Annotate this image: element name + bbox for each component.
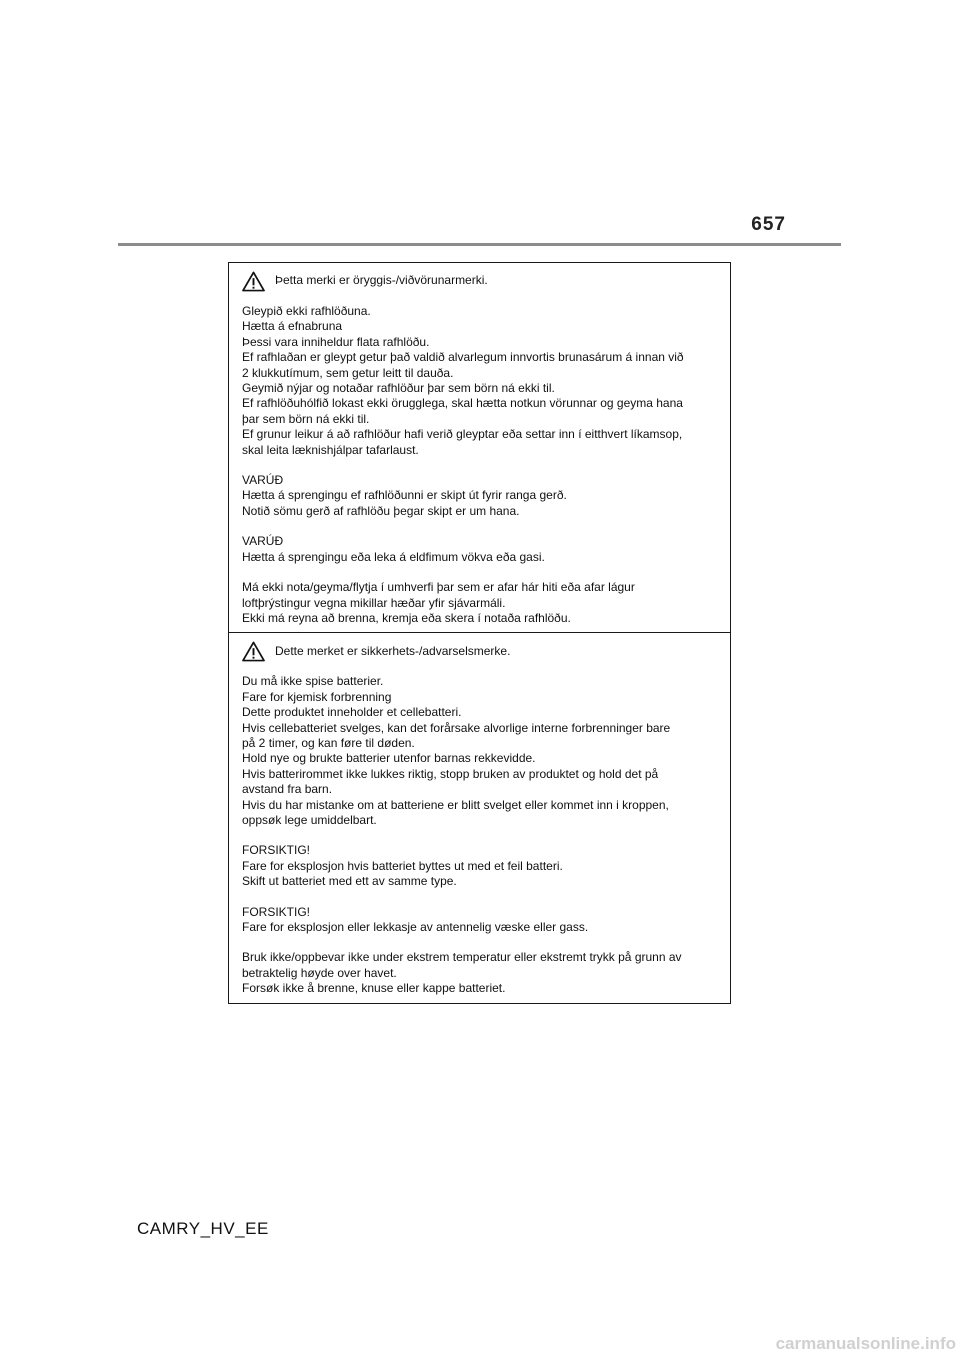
- notice-line: Þessi vara inniheldur flata rafhlöðu.: [242, 334, 430, 349]
- notice-line: Geymið nýjar og notaðar rafhlöður þar sem börn ná ekki til.: [242, 381, 555, 396]
- notice-line: Fare for kjemisk forbrenning: [242, 689, 392, 704]
- notice-line: Ef rafhlöðuhólfið lokast ekki örugglega, skal hætta notkun vörunnar og geyma hana: [242, 396, 683, 411]
- notice-line: Forsøk ikke å brenne, knuse eller kappe batteriet.: [242, 981, 506, 996]
- notice-line: Bruk ikke/oppbevar ikke under ekstrem temperatur eller ekstremt trykk på grunn av: [242, 950, 682, 965]
- notice-paragraph: [242, 674, 718, 828]
- watermark-text: carmanualsonline.info: [775, 1334, 956, 1353]
- notice-header: [242, 269, 718, 293]
- notice-line: Dette produktet inneholder et cellebatteri.: [242, 705, 462, 720]
- notice-paragraph: [242, 905, 718, 936]
- notice-line: Hvis batterirommet ikke lukkes riktig, stopp bruken av produktet og hold det på: [242, 766, 659, 781]
- notice-line: betraktelig høyde over havet.: [242, 965, 397, 980]
- notice-line: Hætta á sprengingu ef rafhlöðunni er skipt út fyrir ranga gerð.: [242, 488, 567, 503]
- warning-triangle-icon: [242, 271, 265, 292]
- notice-paragraph: [242, 304, 718, 458]
- notice-line: þar sem börn ná ekki til.: [242, 411, 370, 426]
- notice-paragraph: [242, 950, 718, 996]
- notice-header: [242, 639, 718, 663]
- notice-line: Hold nye og brukte batterier utenfor barnas rekkevidde.: [242, 751, 536, 766]
- notice-line: Skift ut batteriet med ett av samme type.: [242, 874, 457, 889]
- notice-line: oppsøk lege umiddelbart.: [242, 812, 377, 827]
- notice-line: VARÚÐ: [242, 473, 284, 488]
- notice-norwegian: [229, 632, 730, 1002]
- footer-model-code: CAMRY_HV_EE: [137, 1219, 269, 1238]
- notice-line: Hætta á sprengingu eða leka á eldfimum vökva eða gasi.: [242, 549, 545, 564]
- notice-paragraph: [242, 843, 718, 889]
- notice-line: Má ekki nota/geyma/flytja í umhverfi þar sem er afar hár hiti eða afar lágur: [242, 580, 635, 595]
- notice-line: på 2 timer, og kan føre til døden.: [242, 735, 415, 750]
- notice-line: Hvis du har mistanke om at batteriene er blitt svelget eller kommet inn i kroppen,: [242, 797, 669, 812]
- notice-line: Hvis cellebatteriet svelges, kan det forårsake alvorlige interne forbrenninger bare: [242, 720, 671, 735]
- notice-line: Gleypið ekki rafhlöðuna.: [242, 304, 371, 318]
- notice-header-text: Þetta merki er öryggis-/viðvörunarmerki.: [275, 273, 488, 288]
- notice-paragraph: [242, 580, 718, 626]
- notice-line: FORSIKTIG!: [242, 904, 311, 919]
- notice-header-text: Dette merket er sikkerhets-/advarselsmerke.: [275, 643, 511, 658]
- notice-line: Fare for eksplosjon eller lekkasje av antennelig væske eller gass.: [242, 920, 589, 934]
- notice-line: FORSIKTIG!: [242, 843, 311, 858]
- notice-line: Ekki má reyna að brenna, kremja eða skera í notaða rafhlöðu.: [242, 610, 571, 625]
- notice-line: avstand fra barn.: [242, 782, 333, 797]
- notice-line: Fare for eksplosjon hvis batteriet byttes ut med et feil batteri.: [242, 858, 563, 873]
- notice-line: 2 klukkutímum, sem getur leitt til dauða.: [242, 365, 454, 380]
- warning-label-frame: [228, 262, 731, 1004]
- notice-line: Ef rafhlaðan er gleypt getur það valdið alvarlegum innvortis brunasárum á innan við: [242, 350, 684, 365]
- notice-line: Hætta á efnabruna: [242, 319, 343, 334]
- warning-triangle-icon: [242, 641, 265, 662]
- notice-line: Du må ikke spise batterier.: [242, 674, 384, 689]
- notice-line: skal leita læknishjálpar tafarlaust.: [242, 442, 419, 457]
- notice-line: loftþrýstingur vegna mikillar hæðar yfir sjávarmáli.: [242, 595, 506, 610]
- notice-line: VARÚÐ: [242, 534, 284, 549]
- notice-line: Notið sömu gerð af rafhlöðu þegar skipt er um hana.: [242, 503, 520, 518]
- notice-icelandic: [229, 263, 730, 632]
- header-rule: [118, 243, 841, 246]
- notice-line: Ef grunur leikur á að rafhlöður hafi verið gleyptar eða settar inn í eitthvert líkamsop,: [242, 427, 683, 442]
- notice-paragraph: [242, 534, 718, 565]
- notice-paragraph: [242, 473, 718, 519]
- page-number: 657: [751, 214, 786, 235]
